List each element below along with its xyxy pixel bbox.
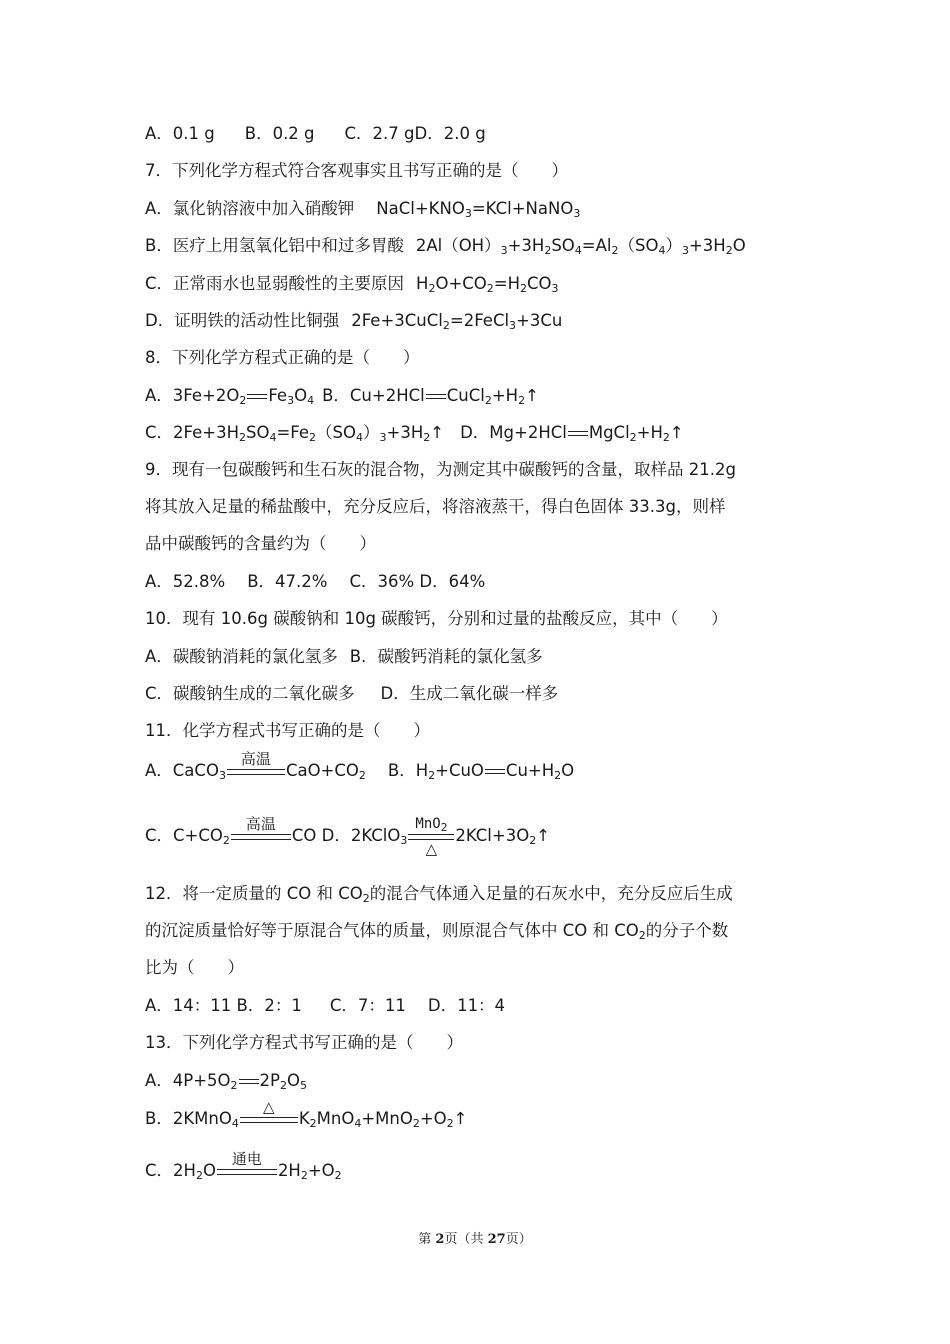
q13-option-c: C．$2H_2O$ 通电 $2H_2+O_2$	[145, 1150, 342, 1193]
up-arrow-icon: ↑	[536, 826, 551, 845]
reaction-condition	[240, 1098, 298, 1141]
q10-options-cd: C．碳酸钠生成的二氧化碳多 D．生成二氧化碳一样多	[145, 684, 559, 703]
q12-options: A．14：11 B．2：1 C．7：11 D．11：4	[145, 996, 506, 1015]
q10-options-ab: A．碳酸钠消耗的氯化氢多 B．碳酸钙消耗的氯化氢多	[145, 647, 543, 666]
page-total: 27	[487, 1232, 506, 1247]
q13-option-b: B．2KMnO$_4$ △ $K_2MnO_4+MnO_2+O_2↑$	[145, 1098, 468, 1141]
question-7: 7．下列化学方程式符合客观事实且书写正确的是（ ）	[145, 161, 568, 180]
equals-sign	[239, 1079, 259, 1084]
question-9-line-1: 9．现有一包碳酸钙和生石灰的混合物，为测定其中碳酸钙的含量，取样品 21.2g	[145, 460, 736, 479]
reaction-condition: 高温	[231, 815, 291, 858]
q8-options-cd: C．$2Fe+3H_2SO_4=Fe_2(SO_4)_3+3H_2↑$ D．Mg+2HCl $MgCl_2+H_2↑$	[145, 423, 684, 444]
question-9-line-3: 品中碳酸钙的含量约为（ ）	[145, 534, 376, 553]
reaction-condition: 高温	[227, 750, 285, 793]
option-cd: C．2.7 gD．2.0 g	[344, 124, 486, 143]
equals-sign	[485, 769, 505, 774]
option-a: A．0.1 g	[145, 124, 215, 143]
up-arrow-icon: ↑	[525, 386, 539, 405]
q11-options-ab: A．CaCO$_3$ 高温 $CaO+CO_2$ B．$H_2+CuO$ $Cu+H_2O$	[145, 750, 574, 793]
q7-option-c: C．正常雨水也显弱酸性的主要原因 $H_2O+CO_2=H_2CO_3$	[145, 274, 559, 295]
question-8: 8．下列化学方程式正确的是（ ）	[145, 348, 420, 367]
q7-option-d: D．证明铁的活动性比铜强 2Fe+3CuCl$_2$=2FeCl$_3$+3Cu	[145, 311, 563, 332]
q13-option-a: A．$4P+5O_2$ $2P_2O_5$	[145, 1071, 307, 1092]
question-9-line-2: 将其放入足量的稀盐酸中，充分反应后，将溶液蒸干，得白色固体 33.3g，则样	[145, 497, 726, 516]
q7-option-b: B．医疗上用氢氧化铝中和过多胃酸 $2Al(OH)_3+3H_2SO_4=Al_2(SO_4)_3+3H_2O$	[145, 236, 746, 257]
heat-triangle-icon: △	[425, 840, 438, 858]
equals-sign	[247, 394, 267, 399]
reaction-condition: MnO$_2$ △	[408, 815, 454, 858]
question-12-line-1: 12．将一定质量的 CO 和 $CO_2$的混合气体通入足量的石灰水中，充分反应后生成	[145, 884, 733, 905]
up-arrow-icon: ↑	[669, 423, 684, 442]
options-q6	[145, 123, 486, 145]
page-footer: 第 2页（共 27页）	[418, 1232, 532, 1247]
up-arrow-icon: ↑	[453, 1109, 468, 1128]
option-b: B．0.2 g	[244, 124, 315, 143]
q9-options: A．52.8% B．47.2% C．36% D．64%	[145, 572, 486, 591]
heat-triangle-icon: △	[263, 1098, 275, 1116]
equals-sign	[426, 394, 446, 399]
question-12-line-3: 比为（ ）	[145, 958, 244, 977]
reaction-condition: 通电	[217, 1150, 277, 1193]
equals-sign	[568, 431, 588, 436]
question-13: 13．下列化学方程式书写正确的是（ ）	[145, 1033, 463, 1052]
page-number: 2	[435, 1232, 445, 1247]
q8-options-ab: A．$3Fe+2O_2$ $Fe_3O_4$ B．Cu+2HCl $CuCl_2+H_2↑$	[145, 386, 539, 407]
question-11: 11．化学方程式书写正确的是（ ）	[145, 721, 430, 740]
q11-options-cd: C．$C+CO_2$ 高温 CO D．2KClO$_3$ MnO$_2$ △ $2KCl+3O_2↑$	[145, 815, 551, 858]
question-12-line-2: 的沉淀质量恰好等于原混合气体的质量，则原混合气体中 CO 和 $CO_2$的分子个数	[145, 921, 729, 942]
question-10: 10．现有 10.6g 碳酸钠和 10g 碳酸钙，分别和过量的盐酸反应，其中（ ）	[145, 609, 728, 628]
up-arrow-icon: ↑	[430, 423, 445, 442]
q7-option-a: A．氯化钠溶液中加入硝酸钾 $NaCl+KNO_3=KCl+NaNO_3$	[145, 199, 581, 220]
